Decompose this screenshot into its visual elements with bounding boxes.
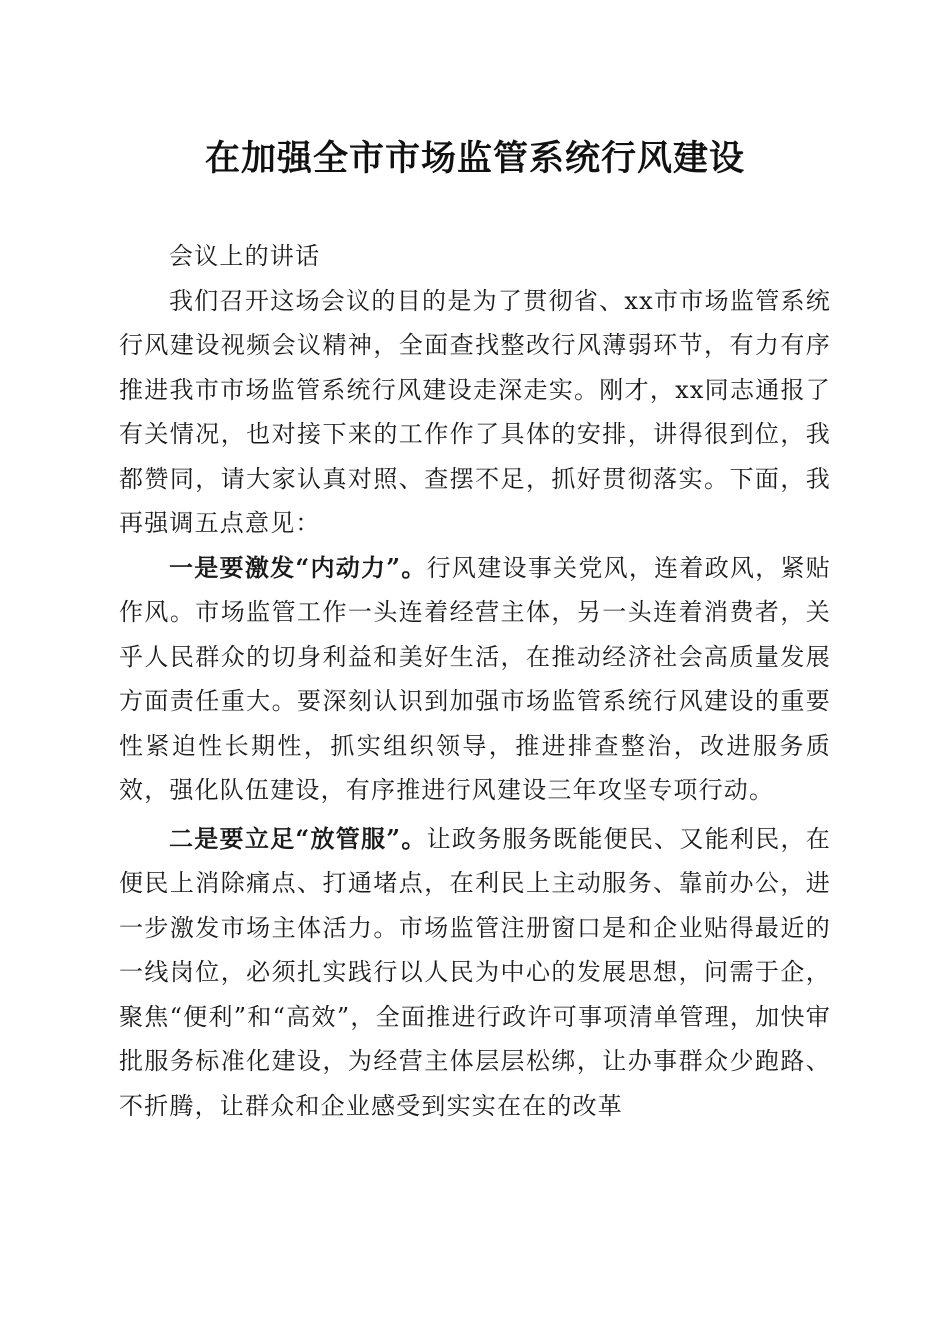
paragraph-text: 我们召开这场会议的目的是为了贯彻省、xx市市场监管系统行风建设视频会议精神，全面查找整改行风薄弱环节，有力有序推进我市市场监管系统行风建设走深走实。刚才，xx同志通报了有关情况，也对接下来的工作作了具体的安排，讲得很到位，我都赞同，请大家认真对照、查摆不足，抓好贯彻落实。下面，我再强调五点意见： [119,286,831,537]
document-body [119,234,831,1128]
paragraph-text: 行风建设事关党风，连着政风，紧贴作风。市场监管工作一头连着经营主体，另一头连着消费者，关乎人民群众的切身利益和美好生活，在推动经济社会高质量发展方面责任重大。要深刻认识到加强市场监管系统行风建设的重要性紧迫性长期性，抓实组织领导，推进排查整治，改进服务质效，强化队伍建设，有序推进行风建设三年攻坚专项行动。 [119,553,831,804]
paragraph-lead: 二是要立足“放管服”。 [169,823,427,853]
paragraph-lead: 一是要激发“内动力”。 [169,552,427,582]
paragraph-intro [119,279,831,546]
document-title: 在加强全市市场监管系统行风建设 [204,138,745,179]
paragraph-point-one [119,546,831,813]
paragraph-point-two [119,817,831,1129]
paragraph-text: 让政务服务既能便民、又能利民，在便民上消除痛点、打通堵点，在利民上主动服务、靠前办公，进一步激发市场主体活力。市场监管注册窗口是和企业贴得最近的一线岗位，必须扎实践行以人民为中心的发展思想，问需于企，聚焦“便利”和“高效”，全面推进行政许可事项清单管理，加快审批服务标准化建设，为经营主体层层松绑，让办事群众少跑路、不折腾，让群众和企业感受到实实在在的改革 [119,824,831,1120]
document-subtitle: 会议上的讲话 [169,242,321,270]
